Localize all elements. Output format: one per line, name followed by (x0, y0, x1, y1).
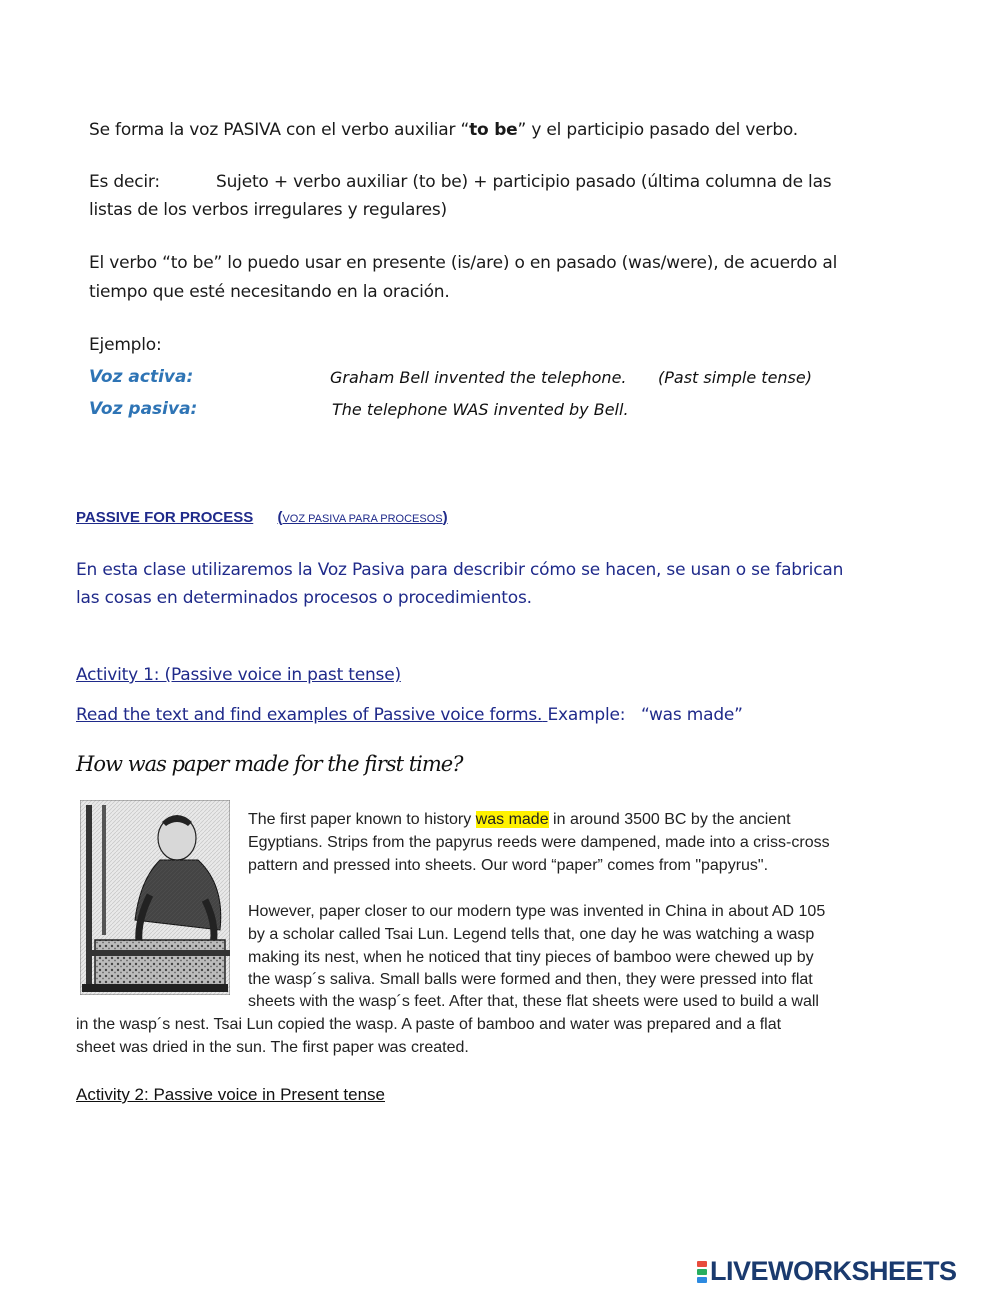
intro-rule-text-end: ” y el participio pasado del verbo. (517, 120, 799, 140)
reading-p1-line1 (248, 808, 791, 831)
reading-p2-line2: by a scholar called Tsai Lun. Legend tells that, one day he was watching a wasp (248, 926, 815, 943)
active-voice-example: Graham Bell invented the telephone. (330, 368, 627, 387)
to-be-usage-line1: El verbo “to be” lo puedo usar en presente (is/are) o en pasado (was/were), de acuerdo al (89, 253, 838, 273)
reading-p1-text: The first paper known to history (248, 811, 472, 828)
reading-p1-line3: pattern and pressed into sheets. Our word “paper” comes from "papyrus". (248, 857, 769, 874)
activity1-example-label: Example: (547, 705, 626, 725)
activity1-title: Activity 1: (Passive voice in past tense) (76, 665, 401, 685)
reading-title: How was paper made for the first time? (76, 752, 463, 776)
intro-rule-text: Se forma la voz PASIVA con el verbo auxiliar “ (89, 120, 470, 140)
to-be-usage-line2: tiempo que esté necesitando en la oración. (89, 282, 450, 302)
process-paren-close: ) (442, 509, 448, 526)
reading-p2-line1: However, paper closer to our modern type was invented in China in about AD 105 (248, 903, 826, 920)
papermaker-illustration (80, 800, 230, 995)
formula-label: Es decir: (89, 172, 160, 192)
reading-p2-line5: sheets with the wasp´s feet. After that, these flat sheets were used to build a wall (248, 993, 819, 1010)
process-paren-open: ( (277, 509, 283, 526)
activity1-example-value: “was made” (640, 705, 743, 725)
logo-wordmark: LIVEWORKSHEETS (710, 1256, 957, 1286)
activity1-instruction: Read the text and find examples of Passive voice forms. (76, 705, 543, 725)
passive-voice-example: The telephone WAS invented by Bell. (332, 400, 629, 419)
activity1-instruction-row (76, 705, 743, 725)
reading-p2-line3: making its nest, when he noticed that tiny pieces of bamboo were chewed up by (248, 949, 814, 966)
active-voice-note: (Past simple tense) (658, 368, 812, 387)
process-desc-line2: las cosas en determinados procesos o procedimientos. (76, 588, 532, 608)
formula-text-cont: listas de los verbos irregulares y regulares) (89, 200, 447, 220)
highlighted-passive-form: was made (475, 811, 549, 828)
reading-p1-line2: Egyptians. Strips from the papyrus reeds were dampened, made into a criss-cross (248, 834, 830, 851)
reading-p1-text-end: in around 3500 BC by the ancient (553, 811, 791, 828)
reading-p2-line7: sheet was dried in the sun. The first paper was created. (76, 1039, 469, 1056)
example-label: Ejemplo: (89, 335, 162, 355)
reading-p2-line4: the wasp´s saliva. Small balls were formed and then, they were pressed into flat (248, 971, 813, 988)
logo-color-marks (697, 1260, 707, 1284)
liveworksheets-logo (697, 1256, 957, 1287)
active-voice-label: Voz activa: (89, 367, 194, 387)
formula-text: Sujeto + verbo auxiliar (to be) + participio pasado (última columna de las (216, 172, 832, 192)
process-heading-text: PASSIVE FOR PROCESS (76, 509, 254, 526)
process-subheading: VOZ PASIVA PARA PROCESOS (282, 513, 443, 525)
activity2-title: Activity 2: Passive voice in Present tense (76, 1085, 385, 1104)
intro-rule-bold: to be (469, 120, 518, 140)
process-heading (76, 509, 448, 526)
reading-p2-line6: in the wasp´s nest. Tsai Lun copied the wasp. A paste of bamboo and water was prepared and a flat (76, 1016, 782, 1033)
passive-voice-label: Voz pasiva: (89, 399, 198, 419)
process-desc-line1: En esta clase utilizaremos la Voz Pasiva para describir cómo se hacen, se usan o se fabrican (76, 560, 844, 580)
intro-rule (89, 120, 798, 140)
